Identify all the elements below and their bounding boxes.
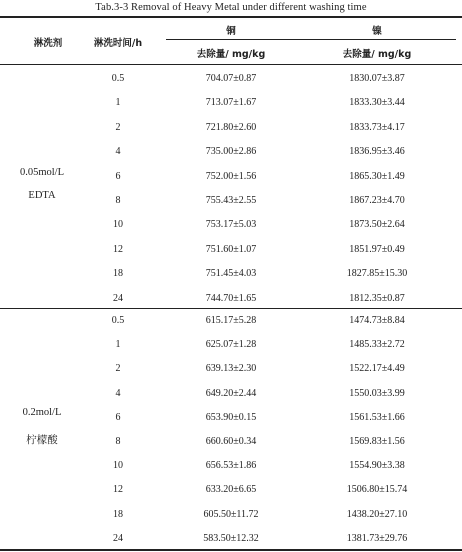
cell-copper: 649.20±2.44 bbox=[205, 387, 257, 399]
cell-nickel: 1867.23±4.70 bbox=[349, 195, 405, 206]
cell-nickel: 1550.03±3.99 bbox=[349, 387, 405, 399]
cell-copper: 744.70±1.65 bbox=[205, 292, 257, 304]
group-label-edta-name: EDTA bbox=[28, 190, 56, 201]
cell-time: 10 bbox=[113, 460, 123, 472]
cell-nickel: 1554.90±3.38 bbox=[349, 460, 405, 472]
cell-copper: 605.50±11.72 bbox=[203, 508, 259, 520]
cell-copper: 751.60±1.07 bbox=[205, 243, 257, 255]
cell-copper: 625.07±1.28 bbox=[205, 339, 257, 351]
cell-nickel: 1474.73±8.84 bbox=[349, 315, 405, 326]
cell-copper: 735.00±2.86 bbox=[205, 146, 257, 158]
cell-copper: 615.17±5.28 bbox=[205, 315, 257, 326]
cell-nickel: 1522.17±4.49 bbox=[349, 363, 405, 375]
cell-time: 2 bbox=[115, 363, 121, 375]
cell-nickel: 1485.33±2.72 bbox=[349, 339, 405, 351]
cell-time: 8 bbox=[115, 195, 121, 206]
header-nickel: 镍 bbox=[372, 26, 382, 37]
cell-time: 8 bbox=[115, 436, 121, 447]
cell-time: 0.5 bbox=[111, 315, 125, 326]
cell-copper: 751.45±4.03 bbox=[205, 268, 257, 280]
header-mid-rule bbox=[166, 39, 456, 40]
cell-nickel: 1851.97±0.49 bbox=[349, 243, 405, 255]
cell-time: 18 bbox=[113, 268, 123, 280]
cell-nickel: 1561.53±1.66 bbox=[349, 411, 405, 423]
cell-time: 18 bbox=[113, 508, 123, 520]
cell-time: 12 bbox=[113, 484, 123, 496]
cell-nickel: 1865.30±1.49 bbox=[349, 170, 405, 182]
cell-time: 0.5 bbox=[111, 73, 125, 84]
cell-nickel: 1827.85±15.30 bbox=[346, 268, 408, 280]
bottom-rule bbox=[0, 549, 462, 551]
cell-copper: 753.17±5.03 bbox=[205, 219, 257, 231]
cell-copper: 704.07±0.87 bbox=[205, 73, 257, 84]
header-copper-unit: 去除量/ mg/kg bbox=[196, 49, 266, 60]
cell-time: 1 bbox=[115, 97, 121, 109]
group-divider-rule bbox=[0, 308, 462, 309]
cell-time: 6 bbox=[115, 170, 121, 182]
cell-copper: 721.80±2.60 bbox=[205, 121, 257, 133]
cell-time: 4 bbox=[115, 387, 121, 399]
cell-time: 10 bbox=[113, 219, 123, 231]
group-label-edta-concentration: 0.05mol/L bbox=[19, 167, 65, 178]
cell-time: 12 bbox=[113, 243, 123, 255]
cell-copper: 583.50±12.32 bbox=[203, 532, 259, 544]
cell-time: 2 bbox=[115, 121, 121, 133]
header-washing-agent: 淋洗剂 bbox=[33, 38, 63, 49]
cell-time: 6 bbox=[115, 411, 121, 423]
group-label-citric-name: 柠檬酸 bbox=[26, 434, 58, 446]
cell-time: 1 bbox=[115, 339, 121, 351]
header-copper: 铜 bbox=[226, 26, 236, 37]
header-washing-time: 淋洗时间/h bbox=[93, 38, 143, 49]
cell-nickel: 1569.83±1.56 bbox=[349, 436, 405, 447]
cell-copper: 633.20±6.65 bbox=[205, 484, 257, 496]
cell-nickel: 1833.73±4.17 bbox=[349, 121, 405, 133]
cell-nickel: 1506.80±15.74 bbox=[346, 484, 408, 496]
group-label-citric-concentration: 0.2mol/L bbox=[22, 407, 62, 418]
cell-copper: 752.00±1.56 bbox=[205, 170, 257, 182]
cell-copper: 713.07±1.67 bbox=[205, 97, 257, 109]
cell-nickel: 1833.30±3.44 bbox=[349, 97, 405, 109]
table-caption: Tab.3-3 Removal of Heavy Metal under different washing time bbox=[95, 2, 367, 13]
top-rule bbox=[0, 16, 462, 18]
header-nickel-unit: 去除量/ mg/kg bbox=[342, 49, 412, 60]
cell-copper: 656.53±1.86 bbox=[205, 460, 257, 472]
cell-copper: 639.13±2.30 bbox=[205, 363, 257, 375]
cell-nickel: 1836.95±3.46 bbox=[349, 146, 405, 158]
cell-nickel: 1381.73±29.76 bbox=[346, 532, 408, 544]
cell-nickel: 1830.07±3.87 bbox=[349, 73, 405, 84]
header-bottom-rule bbox=[0, 64, 462, 65]
cell-copper: 660.60±0.34 bbox=[205, 436, 257, 447]
cell-nickel: 1873.50±2.64 bbox=[349, 219, 405, 231]
cell-nickel: 1812.35±0.87 bbox=[349, 292, 405, 304]
cell-copper: 755.43±2.55 bbox=[205, 195, 257, 206]
cell-nickel: 1438.20±27.10 bbox=[346, 508, 408, 520]
cell-time: 24 bbox=[113, 532, 123, 544]
cell-time: 4 bbox=[115, 146, 121, 158]
cell-time: 24 bbox=[113, 292, 123, 304]
cell-copper: 653.90±0.15 bbox=[205, 411, 257, 423]
